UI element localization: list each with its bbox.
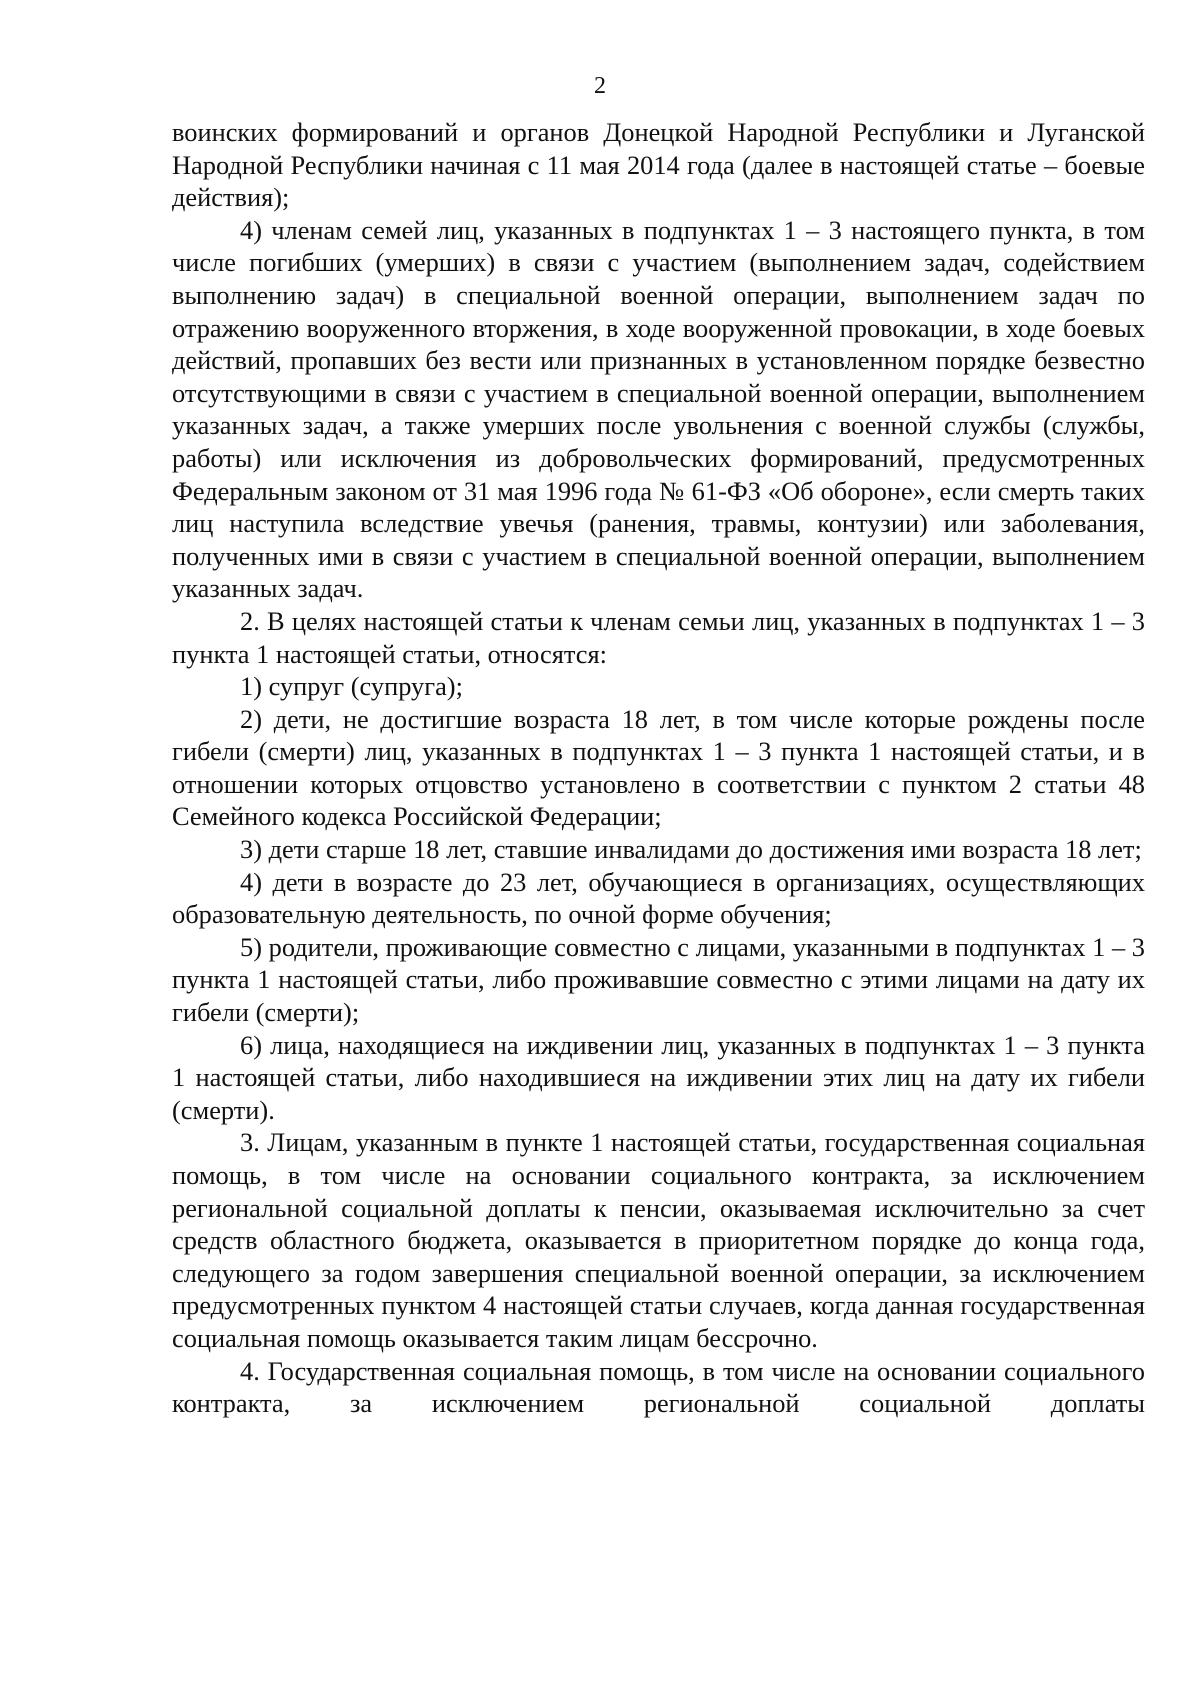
paragraph-subitem-5-parents: 5) родители, проживающие совместно с лицами, указанными в подпунктах 1 – 3 пункта 1 настоящей статьи, либо проживавшие совместно с этими лицами на дату их гибели (смерти); (172, 931, 1145, 1028)
paragraph-subitem-6-dependents: 6) лица, находящиеся на иждивении лиц, указанных в подпунктах 1 – 3 пункта 1 настоящей статьи, либо находившиеся на иждивении этих лиц на дату их гибели (смерти). (172, 1029, 1145, 1125)
paragraph-clause-3: 3. Лицам, указанным в пункте 1 настоящей статьи, государственная социальная помощь, в том числе на основании социального контракта, за исключением региональной социальной доплаты к пенсии, оказываемая исключительно за счет средств областного бюджета, оказывается в приоритетном порядке до конца года, следующего за годом завершения специальной военной операции, за исключением предусмотренных пунктом 4 настоящей статьи случаев, когда данная государственная социальная помощь оказывается таким лицам бессрочно. (172, 1127, 1145, 1353)
paragraph-clause-2: 2. В целях настоящей статьи к членам семьи лиц, указанных в подпунктах 1 – 3 пункта 1 настоящей статьи, относятся: (172, 605, 1145, 669)
paragraph-subitem-3-disabled-children: 3) дети старше 18 лет, ставшие инвалидами до достижения ими возраста 18 лет; (240, 834, 1142, 865)
paragraph-continuation: воинских формирований и органов Донецкой Народной Республики и Луганской Народной Республики начиная с 11 мая 2014 года (далее в настоящей статье – боевые действия); (172, 117, 1145, 213)
paragraph-subitem-4-students: 4) дети в возрасте до 23 лет, обучающиеся в организациях, осуществляющих образовательную деятельность, по очной форме обучения; (172, 866, 1145, 930)
paragraph-subitem-1-spouse: 1) супруг (супруга); (240, 671, 463, 702)
paragraph-clause-4: 4. Государственная социальная помощь, в том числе на основании социального контракта, за исключением региональной социальной доплаты (172, 1355, 1145, 1419)
page-number: 2 (594, 73, 606, 99)
paragraph-subitem-2-children-under-18: 2) дети, не достигшие возраста 18 лет, в том числе которые рождены после гибели (смерти) лиц, указанных в подпунктах 1 – 3 пункта 1 настоящей статьи, и в отношении которых отцовство установлено в соответствии с пунктом 2 статьи 48 Семейного кодекса Российской Федерации; (172, 703, 1145, 832)
paragraph-subitem-4-family-members: 4) членам семей лиц, указанных в подпунктах 1 – 3 настоящего пункта, в том числе погибших (умерших) в связи с участием (выполнением задач, содействием выполнению задач) в специальной военной операции, выполнением задач по отражению вооруженного вторжения, в ходе вооруженной провокации, в ходе боевых действий, пропавших без вести или признанных в установленном порядке безвестно отсутствующими в связи с участием в специальной военной операции, выполнением указанных задач, а также умерших после увольнения с военной службы (службы, работы) или исключения из добровольческих формирований, предусмотренных Федеральным законом от 31 мая 1996 года № 61-ФЗ «Об обороне», если смерть таких лиц наступила вследствие увечья (ранения, травмы, контузии) или заболевания, полученных ими в связи с участием в специальной военной операции, выполнением указанных задач. (172, 214, 1145, 604)
document-body (172, 116, 1145, 1420)
